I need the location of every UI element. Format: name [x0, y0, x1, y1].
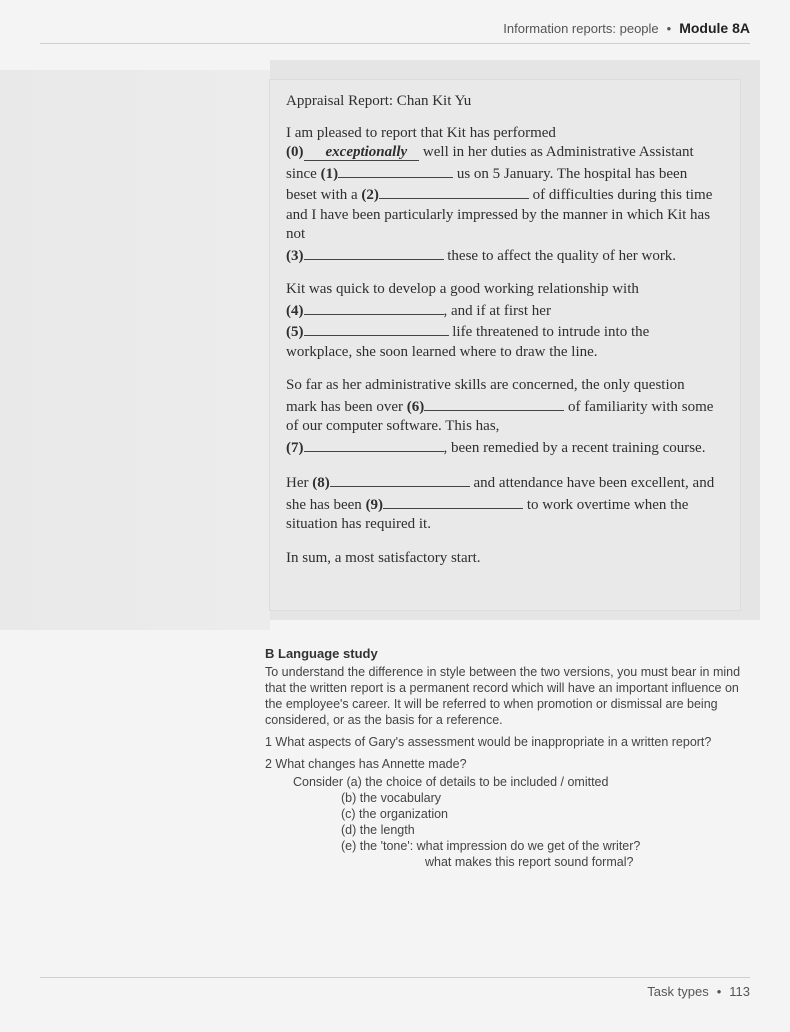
gap-blank-8[interactable]: [330, 472, 470, 487]
consider-b: (b) the vocabulary: [341, 791, 442, 805]
gap-number: (8): [312, 475, 330, 491]
gap-number: (3): [286, 247, 304, 264]
text: I am pleased to report that Kit has performed: [286, 124, 556, 141]
text: life threatened to intrude into the workplace, she soon learned where to draw the line.: [286, 324, 650, 360]
header-bullet: •: [666, 20, 672, 36]
text: So far as her administrative skills are concerned, the only question mark has been over: [286, 377, 685, 415]
gap-blank-5[interactable]: [304, 321, 449, 336]
text: , and if at first her: [443, 302, 551, 319]
gap-number: (6): [406, 398, 425, 415]
report-paragraph-4: [286, 472, 718, 535]
question-2: 2 What changes has Annette made?: [265, 757, 467, 771]
language-study-section: [265, 646, 745, 870]
appraisal-report: [286, 92, 718, 582]
text: , been remedied by a recent training course.: [443, 439, 706, 456]
gap-number: (9): [365, 496, 384, 513]
faded-background-text: [0, 70, 270, 630]
gap-number: (2): [361, 187, 379, 203]
consider-c: (c) the organization: [341, 807, 449, 821]
consider-a: Consider (a) the choice of details to be included / omitted: [293, 775, 609, 789]
text: Her: [286, 475, 313, 491]
report-paragraph-2: [286, 280, 718, 362]
consider-e-cont: what makes this report sound formal?: [425, 855, 634, 869]
consider-d: (d) the length: [341, 823, 415, 837]
gap-number: (5): [286, 324, 304, 340]
gap-number: (4): [286, 302, 304, 319]
text: and attendance have been excellent, and she has been: [286, 475, 715, 513]
header-section: Information reports: people: [503, 20, 659, 36]
text: these to affect the quality of her work.: [443, 247, 677, 264]
text: of familiarity with some of our computer software. This has,: [286, 398, 714, 434]
running-footer: [647, 984, 750, 999]
section-heading: B Language study: [265, 646, 378, 661]
report-title: Appraisal Report: Chan Kit Yu: [286, 93, 472, 109]
intro-paragraph: To understand the difference in style between the two versions, you must bear in mind that the written report is a permanent record which will have an important influence on the employee's career. It will be referred to when promotion or dismissal are being considered, or as the basis for a reference.: [265, 665, 741, 727]
gap-number: (0): [286, 144, 304, 160]
gap-blank-1[interactable]: [338, 163, 453, 178]
gap-blank-2[interactable]: [379, 184, 529, 199]
page-number: 113: [729, 984, 750, 999]
text: well in her duties as Administrative Assistant since: [286, 144, 694, 182]
top-rule: [40, 43, 750, 44]
gap-blank-7[interactable]: [304, 437, 444, 452]
text: to work overtime when the situation has required it.: [286, 496, 689, 532]
report-paragraph-1: [286, 124, 718, 267]
text: of difficulties during this time and I have been particularly impressed by the manner in which Kit has not: [286, 187, 713, 242]
gap-blank-6[interactable]: [424, 396, 564, 411]
text: us on 5 January. The hospital has been beset with a: [286, 165, 688, 203]
gap-number: (1): [320, 165, 339, 182]
running-header: [503, 20, 750, 36]
text: Kit was quick to develop a good working relationship with: [286, 281, 639, 297]
question-1: 1 What aspects of Gary's assessment would be inappropriate in a written report?: [265, 735, 712, 749]
report-paragraph-3: [286, 376, 718, 458]
footer-bullet: •: [716, 984, 722, 999]
gap-number: (7): [286, 439, 304, 456]
gap-blank-4[interactable]: [304, 300, 444, 315]
consider-e: (e) the 'tone': what impression do we get of the writer?: [341, 839, 641, 853]
gap-blank-3[interactable]: [304, 245, 444, 260]
footer-section: Task types: [647, 984, 709, 999]
bottom-rule: [40, 977, 750, 978]
gap-blank-9[interactable]: [383, 494, 523, 509]
module-label: Module 8A: [679, 20, 750, 36]
report-paragraph-5: In sum, a most satisfactory start.: [286, 549, 481, 566]
example-answer: exceptionally: [304, 144, 420, 161]
